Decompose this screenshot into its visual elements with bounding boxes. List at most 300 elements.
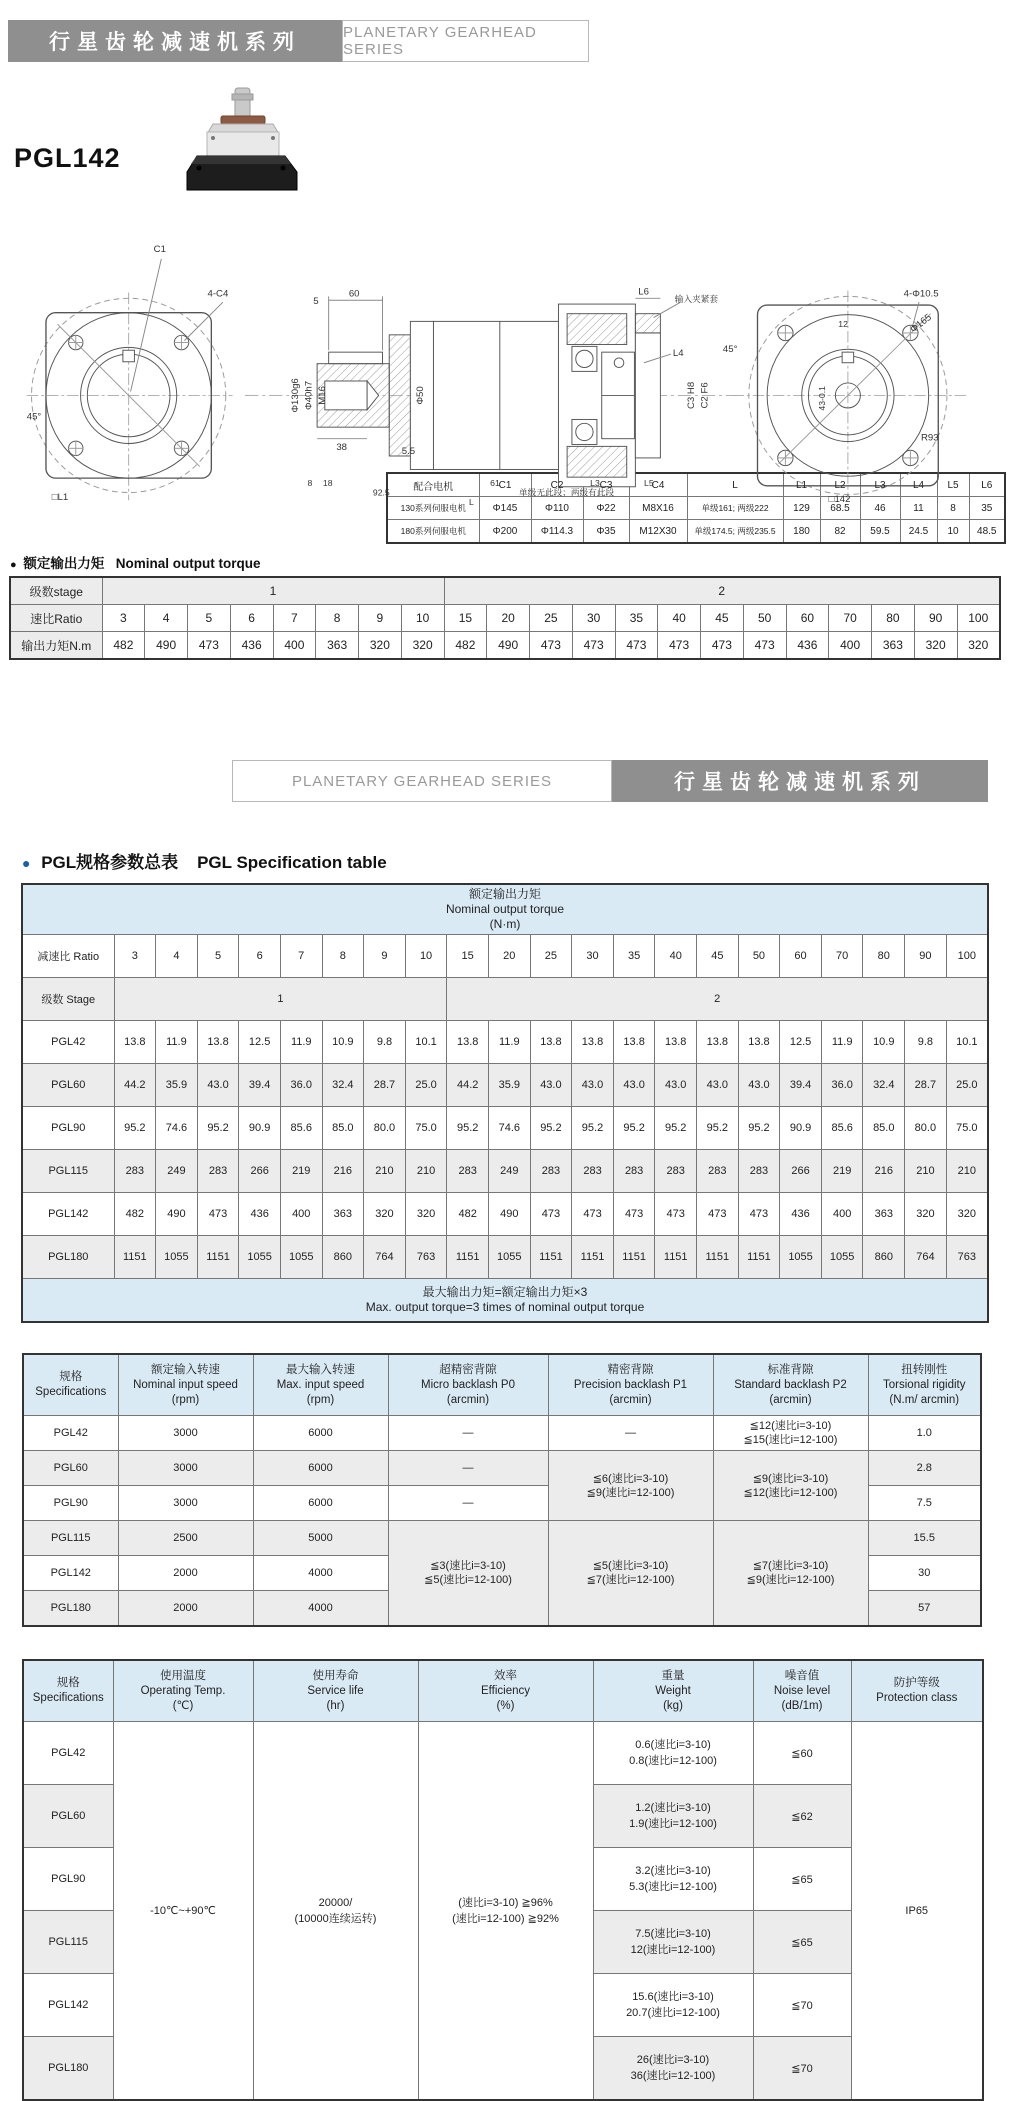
- table-cell: 减速比 Ratio: [22, 935, 114, 978]
- table-cell: 13.8: [447, 1021, 489, 1064]
- table-cell: PGL60: [22, 1064, 114, 1107]
- table-cell: 规格 Specifications: [23, 1354, 118, 1416]
- table-cell: 1: [114, 978, 447, 1021]
- bullet-icon: ●: [10, 559, 17, 571]
- table-cell: L: [687, 473, 783, 497]
- table-cell: PGL115: [23, 1911, 113, 1974]
- table-cell: 3: [102, 605, 145, 632]
- table-cell: 26(速比i=3-10) 36(速比i=12-100): [593, 2037, 753, 2101]
- table-cell: 1151: [447, 1236, 489, 1279]
- table-cell: ≦65: [753, 1848, 851, 1911]
- table-cell: 6: [230, 605, 273, 632]
- motor-dimension-table: [386, 472, 1006, 544]
- table-cell: 482: [447, 1193, 489, 1236]
- table-cell: 25: [530, 605, 573, 632]
- table-cell: (速比i=3-10) ≧96% (速比i=12-100) ≧92%: [418, 1722, 593, 2101]
- table-cell: 1: [102, 577, 444, 605]
- table-cell: ≦12(速比i=3-10) ≦15(速比i=12-100): [713, 1416, 868, 1451]
- table-cell: 40: [655, 935, 697, 978]
- bullet-icon: ●: [22, 855, 31, 871]
- table-cell: 473: [738, 1193, 780, 1236]
- table-cell: 10.1: [946, 1021, 988, 1064]
- table-cell: 473: [572, 632, 615, 660]
- table-cell: ≦6(速比i=3-10) ≦9(速比i=12-100): [548, 1451, 713, 1521]
- table-cell: 28.7: [364, 1064, 406, 1107]
- table-cell: 8: [316, 605, 359, 632]
- table-cell: 25: [530, 935, 572, 978]
- table-cell: 249: [488, 1150, 530, 1193]
- table-cell: 473: [655, 1193, 697, 1236]
- table-cell: -10℃~+90℃: [113, 1722, 253, 2101]
- table-cell: 13.8: [572, 1021, 614, 1064]
- table-cell: 1151: [114, 1236, 156, 1279]
- table-cell: 2: [444, 577, 1000, 605]
- table-cell: 80: [863, 935, 905, 978]
- table-cell: 85.6: [821, 1107, 863, 1150]
- table-cell: 436: [786, 632, 829, 660]
- table-cell: 44.2: [114, 1064, 156, 1107]
- table-cell: 400: [273, 632, 316, 660]
- table-cell: 320: [905, 1193, 947, 1236]
- table-cell: 35: [613, 935, 655, 978]
- dim-label-18: 18: [322, 477, 333, 488]
- table-cell: 130系列伺服电机: [387, 497, 479, 520]
- dim-label-L: L: [469, 497, 474, 506]
- table-cell: 6000: [253, 1486, 388, 1521]
- table-cell: 7.5: [868, 1486, 981, 1521]
- torque-heading-zh: 额定输出力矩: [23, 556, 105, 571]
- table-cell: 1151: [697, 1236, 739, 1279]
- table-cell: 10.1: [405, 1021, 447, 1064]
- table-cell: 6: [239, 935, 281, 978]
- drawing-note: 单级无此段；两级有此段: [519, 487, 615, 498]
- table-cell: 363: [872, 632, 915, 660]
- table-cell: 额定输入转速 Nominal input speed (rpm): [118, 1354, 253, 1416]
- table-row: [22, 1021, 988, 1064]
- table-cell: 85.6: [280, 1107, 322, 1150]
- table-cell: 最大输出力矩=额定输出力矩×3 Max. output torque=3 times of nominal output torque: [22, 1279, 988, 1323]
- table-cell: 13.8: [613, 1021, 655, 1064]
- table-cell: 35.9: [156, 1064, 198, 1107]
- table-cell: 283: [530, 1150, 572, 1193]
- table-cell: 15: [444, 605, 487, 632]
- dim-label-L5: L5: [644, 477, 654, 488]
- table-cell: 210: [905, 1150, 947, 1193]
- table-cell: 95.2: [697, 1107, 739, 1150]
- table-cell: PGL180: [23, 1591, 118, 1627]
- table-cell: IP65: [851, 1722, 983, 2101]
- table-cell: 30: [572, 605, 615, 632]
- table-row: [10, 605, 1000, 632]
- table-cell: 95.2: [447, 1107, 489, 1150]
- table-cell: 95.2: [738, 1107, 780, 1150]
- table-cell: M8X16: [629, 497, 687, 520]
- table-cell: 1.0: [868, 1416, 981, 1451]
- input-speed-backlash-table: [22, 1353, 982, 1627]
- table-cell: 3000: [118, 1451, 253, 1486]
- table-cell: 36.0: [280, 1064, 322, 1107]
- table-cell: PGL42: [23, 1416, 118, 1451]
- table-cell: 43.0: [697, 1064, 739, 1107]
- dim-label-5: 5: [313, 296, 319, 308]
- table-cell: 85.0: [322, 1107, 364, 1150]
- table-cell: 320: [914, 632, 957, 660]
- table-cell: 436: [230, 632, 273, 660]
- table-cell: PGL142: [23, 1974, 113, 2037]
- table-cell: 3000: [118, 1486, 253, 1521]
- table-cell: 473: [613, 1193, 655, 1236]
- table-row: [23, 1416, 981, 1451]
- table-row: [387, 497, 1005, 520]
- table-cell: 180: [783, 520, 820, 544]
- table-row: [23, 1451, 981, 1486]
- spec-heading-zh: PGL规格参数总表: [41, 853, 179, 872]
- table-cell: L4: [900, 473, 937, 497]
- table-cell: 1055: [280, 1236, 322, 1279]
- table-cell: PGL142: [23, 1556, 118, 1591]
- table-cell: 13.8: [197, 1021, 239, 1064]
- table-cell: 1055: [821, 1236, 863, 1279]
- table-cell: 70: [829, 605, 872, 632]
- table-cell: 90.9: [780, 1107, 822, 1150]
- table-cell: ≦3(速比i=3-10) ≦5(速比i=12-100): [388, 1521, 548, 1627]
- table-cell: 32.4: [322, 1064, 364, 1107]
- table-cell: 45: [701, 605, 744, 632]
- table-cell: 28.7: [905, 1064, 947, 1107]
- table-cell: 320: [957, 632, 1000, 660]
- table-cell: 5: [188, 605, 231, 632]
- table-row: [22, 935, 988, 978]
- table-cell: 额定输出力矩 Nominal output torque (N·m): [22, 884, 988, 935]
- table-cell: 5: [197, 935, 239, 978]
- table-cell: 363: [863, 1193, 905, 1236]
- table-cell: 43.0: [613, 1064, 655, 1107]
- table-cell: 48.5: [969, 520, 1005, 544]
- table-cell: 90: [914, 605, 957, 632]
- table-cell: 436: [780, 1193, 822, 1236]
- table-cell: L3: [860, 473, 900, 497]
- table-row: [22, 1279, 988, 1323]
- table-cell: 70: [821, 935, 863, 978]
- table-cell: ≦60: [753, 1722, 851, 1785]
- table-cell: 10.9: [322, 1021, 364, 1064]
- table-cell: 10: [405, 935, 447, 978]
- table-cell: 400: [280, 1193, 322, 1236]
- table-cell: M12X30: [629, 520, 687, 544]
- table-cell: 473: [697, 1193, 739, 1236]
- table-cell: 95.2: [655, 1107, 697, 1150]
- table-cell: 8: [322, 935, 364, 978]
- dim-label-c3h8: C3 H8: [686, 381, 698, 410]
- dim-label-45-right: 45°: [722, 344, 738, 356]
- table-cell: 50: [743, 605, 786, 632]
- table-cell: 级数stage: [10, 577, 102, 605]
- table-cell: 1055: [239, 1236, 281, 1279]
- table-cell: 44.2: [447, 1064, 489, 1107]
- table-cell: 219: [821, 1150, 863, 1193]
- table-cell: 43.0: [572, 1064, 614, 1107]
- table-cell: L1: [783, 473, 820, 497]
- table-cell: L2: [820, 473, 860, 497]
- table-cell: 15.6(速比i=3-10) 20.7(速比i=12-100): [593, 1974, 753, 2037]
- table-cell: 5000: [253, 1521, 388, 1556]
- table-cell: C2: [531, 473, 583, 497]
- table-cell: 43.0: [738, 1064, 780, 1107]
- dim-label-61: 61: [490, 477, 500, 488]
- torque-heading-en: Nominal output torque: [115, 556, 261, 571]
- table-cell: 10: [401, 605, 444, 632]
- table-cell: 283: [447, 1150, 489, 1193]
- dim-label-4c4: 4-C4: [207, 288, 229, 300]
- table-cell: 11.9: [156, 1021, 198, 1064]
- table-cell: 320: [946, 1193, 988, 1236]
- table-cell: —: [388, 1486, 548, 1521]
- table-cell: ≦65: [753, 1911, 851, 1974]
- table-cell: 95.2: [530, 1107, 572, 1150]
- table-cell: 59.5: [860, 520, 900, 544]
- table-cell: PGL115: [23, 1521, 118, 1556]
- product-photo: [179, 86, 307, 202]
- table-cell: 35: [615, 605, 658, 632]
- table-cell: 860: [863, 1236, 905, 1279]
- table-cell: 100: [946, 935, 988, 978]
- table-cell: 级数 Stage: [22, 978, 114, 1021]
- table-cell: 3.2(速比i=3-10) 5.3(速比i=12-100): [593, 1848, 753, 1911]
- table-cell: 13.8: [697, 1021, 739, 1064]
- table-cell: 9.8: [905, 1021, 947, 1064]
- table-cell: 210: [364, 1150, 406, 1193]
- table-cell: 473: [658, 632, 701, 660]
- table-row: [22, 1193, 988, 1236]
- table-cell: 320: [401, 632, 444, 660]
- table-cell: 219: [280, 1150, 322, 1193]
- table-row: [387, 520, 1005, 544]
- header-mid-zh: 行星齿轮减速机系列: [612, 760, 988, 802]
- table-cell: 25.0: [405, 1064, 447, 1107]
- table-cell: PGL90: [22, 1107, 114, 1150]
- table-cell: 13.8: [530, 1021, 572, 1064]
- table-cell: 74.6: [156, 1107, 198, 1150]
- table-cell: 283: [655, 1150, 697, 1193]
- table-cell: 4000: [253, 1556, 388, 1591]
- table-cell: 436: [239, 1193, 281, 1236]
- table-cell: 11.9: [488, 1021, 530, 1064]
- table-cell: 最大输入转速 Max. input speed (rpm): [253, 1354, 388, 1416]
- table-cell: 95.2: [197, 1107, 239, 1150]
- table-cell: 80: [872, 605, 915, 632]
- table-cell: 482: [114, 1193, 156, 1236]
- table-cell: PGL142: [22, 1193, 114, 1236]
- table-cell: L6: [969, 473, 1005, 497]
- table-cell: 39.4: [780, 1064, 822, 1107]
- table-cell: PGL115: [22, 1150, 114, 1193]
- table-cell: 490: [156, 1193, 198, 1236]
- dim-label-c1: C1: [153, 244, 166, 256]
- table-cell: 标准背隙 Standard backlash P2 (arcmin): [713, 1354, 868, 1416]
- product-section: [14, 84, 1010, 202]
- table-cell: 1151: [197, 1236, 239, 1279]
- table-cell: 9: [359, 605, 402, 632]
- table-cell: 11.9: [280, 1021, 322, 1064]
- table-cell: 30: [868, 1556, 981, 1591]
- table-row: [22, 884, 988, 935]
- dim-label-130g6: Φ130g6: [289, 378, 301, 413]
- table-cell: Φ110: [531, 497, 583, 520]
- table-cell: —: [388, 1416, 548, 1451]
- dim-label-38: 38: [336, 442, 348, 454]
- table-cell: 0.6(速比i=3-10) 0.8(速比i=12-100): [593, 1722, 753, 1785]
- dim-label-45-left: 45°: [26, 411, 42, 423]
- collar-label: 输入夹紧套: [674, 294, 719, 305]
- dim-label-L3: L3: [590, 477, 600, 488]
- table-cell: 36.0: [821, 1064, 863, 1107]
- table-cell: ≦5(速比i=3-10) ≦7(速比i=12-100): [548, 1521, 713, 1627]
- table-cell: 363: [316, 632, 359, 660]
- torque-section-heading: [10, 552, 1010, 572]
- table-cell: 763: [405, 1236, 447, 1279]
- table-cell: 74.6: [488, 1107, 530, 1150]
- table-cell: 15.5: [868, 1521, 981, 1556]
- table-cell: 473: [197, 1193, 239, 1236]
- nominal-torque-table: [9, 576, 1001, 660]
- table-row: [22, 1107, 988, 1150]
- table-cell: 1055: [488, 1236, 530, 1279]
- table-cell: 75.0: [946, 1107, 988, 1150]
- table-cell: PGL60: [23, 1451, 118, 1486]
- table-cell: 473: [530, 1193, 572, 1236]
- table-row: [23, 1521, 981, 1556]
- table-cell: ≦9(速比i=3-10) ≦12(速比i=12-100): [713, 1451, 868, 1521]
- table-cell: PGL180: [23, 2037, 113, 2101]
- dim-label-40h7: Φ40h7: [303, 380, 315, 410]
- table-cell: ≦70: [753, 1974, 851, 2037]
- dim-label-4phi105: 4-Φ10.5: [903, 288, 939, 300]
- table-cell: 50: [738, 935, 780, 978]
- table-cell: 43.0: [197, 1064, 239, 1107]
- table-cell: 4: [156, 935, 198, 978]
- table-cell: 13.8: [655, 1021, 697, 1064]
- table-cell: 11: [900, 497, 937, 520]
- table-cell: C3: [583, 473, 629, 497]
- spec-section-heading: [22, 848, 1010, 873]
- table-row: [23, 1722, 983, 1785]
- dim-label-L6: L6: [638, 286, 649, 298]
- table-row: [10, 577, 1000, 605]
- table-row: [22, 978, 988, 1021]
- table-cell: 25.0: [946, 1064, 988, 1107]
- table-cell: 4000: [253, 1591, 388, 1627]
- table-cell: 扭转刚性 Torsional rigidity (N.m/ arcmin): [868, 1354, 981, 1416]
- table-cell: Φ22: [583, 497, 629, 520]
- table-cell: Φ114.3: [531, 520, 583, 544]
- table-cell: 7: [273, 605, 316, 632]
- table-cell: 129: [783, 497, 820, 520]
- table-cell: 95.2: [572, 1107, 614, 1150]
- table-cell: Φ35: [583, 520, 629, 544]
- environment-table: [22, 1659, 984, 2101]
- table-cell: 80.0: [364, 1107, 406, 1150]
- table-cell: 80.0: [905, 1107, 947, 1150]
- table-cell: 75.0: [405, 1107, 447, 1150]
- table-cell: 43.0: [530, 1064, 572, 1107]
- table-cell: 45: [697, 935, 739, 978]
- table-cell: 266: [780, 1150, 822, 1193]
- table-cell: 1151: [530, 1236, 572, 1279]
- table-cell: 1.2(速比i=3-10) 1.9(速比i=12-100): [593, 1785, 753, 1848]
- table-cell: ≦70: [753, 2037, 851, 2101]
- table-cell: 482: [102, 632, 145, 660]
- table-cell: 1151: [655, 1236, 697, 1279]
- table-cell: 2.8: [868, 1451, 981, 1486]
- table-cell: 490: [145, 632, 188, 660]
- dim-label-43: 43-0.1: [816, 386, 827, 411]
- table-cell: 46: [860, 497, 900, 520]
- table-cell: 10.9: [863, 1021, 905, 1064]
- table-cell: 490: [488, 1193, 530, 1236]
- table-row: [23, 1354, 981, 1416]
- table-cell: ≦7(速比i=3-10) ≦9(速比i=12-100): [713, 1521, 868, 1627]
- table-row: [10, 632, 1000, 660]
- table-cell: 30: [572, 935, 614, 978]
- table-cell: PGL90: [23, 1848, 113, 1911]
- technical-drawing: [0, 206, 990, 506]
- table-row: [22, 1236, 988, 1279]
- table-row: [387, 473, 1005, 497]
- table-row: [22, 1064, 988, 1107]
- dim-label-r93: R93: [920, 432, 939, 444]
- table-cell: 473: [530, 632, 573, 660]
- table-cell: 1151: [572, 1236, 614, 1279]
- table-cell: 9.8: [364, 1021, 406, 1064]
- table-cell: 283: [738, 1150, 780, 1193]
- dim-label-50: Φ50: [414, 386, 426, 405]
- table-cell: 12.5: [780, 1021, 822, 1064]
- table-cell: C1: [479, 473, 531, 497]
- table-cell: 764: [905, 1236, 947, 1279]
- table-cell: 216: [322, 1150, 364, 1193]
- table-cell: 320: [359, 632, 402, 660]
- table-cell: 860: [322, 1236, 364, 1279]
- table-cell: 82: [820, 520, 860, 544]
- table-cell: 283: [697, 1150, 739, 1193]
- table-cell: 3000: [118, 1416, 253, 1451]
- table-cell: 283: [572, 1150, 614, 1193]
- dim-label-5-5: 5.5: [401, 446, 416, 458]
- page-header-top: [8, 20, 1010, 62]
- table-cell: 噪音值 Noise level (dB/1m): [753, 1660, 851, 1722]
- table-cell: ≦62: [753, 1785, 851, 1848]
- table-cell: 20: [487, 605, 530, 632]
- table-cell: 10: [937, 520, 969, 544]
- header-mid-en: PLANETARY GEARHEAD SERIES: [232, 760, 612, 802]
- table-cell: PGL90: [23, 1486, 118, 1521]
- table-cell: 90.9: [239, 1107, 281, 1150]
- table-cell: 2000: [118, 1556, 253, 1591]
- pgl-spec-table: [21, 883, 989, 1323]
- table-cell: 2: [447, 978, 988, 1021]
- table-cell: 216: [863, 1150, 905, 1193]
- table-cell: C4: [629, 473, 687, 497]
- table-cell: 249: [156, 1150, 198, 1193]
- header-title-zh: 行星齿轮减速机系列: [8, 20, 342, 62]
- table-cell: —: [388, 1451, 548, 1486]
- table-cell: 7.5(速比i=3-10) 12(速比i=12-100): [593, 1911, 753, 1974]
- table-cell: 超精密背隙 Micro backlash P0 (arcmin): [388, 1354, 548, 1416]
- dim-label-m16: M16: [316, 386, 328, 405]
- table-cell: 210: [405, 1150, 447, 1193]
- table-cell: 473: [615, 632, 658, 660]
- table-cell: —: [548, 1416, 713, 1451]
